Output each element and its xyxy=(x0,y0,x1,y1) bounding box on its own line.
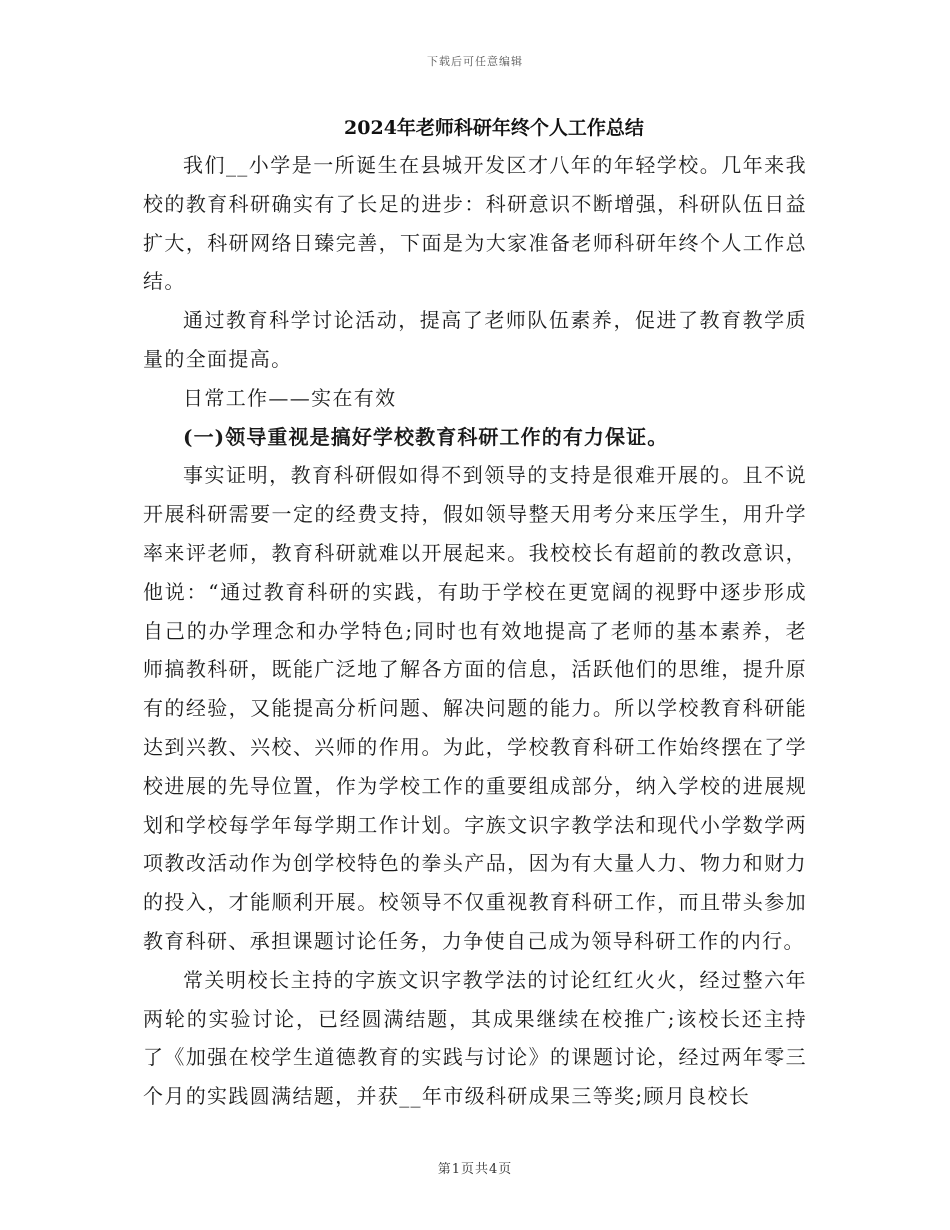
paragraph-intro: 我们__小学是一所诞生在县城开发区才八年的年轻学校。几年来我校的教育科研确实有了长足的进步：科研意识不断增强，科研队伍日益扩大，科研网络日臻完善，下面是为大家准备老师科研年终个人工作总结。 xyxy=(143,153,807,294)
document-body xyxy=(143,146,807,1116)
subsection-heading: (一)领导重视是搞好学校教育科研工作的有力保证。 xyxy=(183,424,669,449)
page-indicator: 第1页共4页 xyxy=(437,1162,513,1177)
paragraph-body: 事实证明，教育科研假如得不到领导的支持是很难开展的。且不说开展科研需要一定的经费支持，假如领导整天用考分来压学生，用升学率来评老师，教育科研就难以开展起来。我校校长有超前的教改意识，他说：“通过教育科研的实践，有助于学校在更宽阔的视野中逐步形成自己的办学理念和办学特色;同时也有效地提高了老师的基本素养，老师搞教科研，既能广泛地了解各方面的信息，活跃他们的思维，提升原有的经验，又能提高分析问题、解决问题的能力。所以学校教育科研能达到兴教、兴校、兴师的作用。为此，学校教育科研工作始终摆在了学校进展的先导位置，作为学校工作的重要组成部分，纳入学校的进展规划和学校每学年每学期工作计划。字族文识字教学法和现代小学数学两项教改活动作为创学校特色的拳头产品，因为有大量人力、物力和财力的投入，才能顺利开展。校领导不仅重视教育科研工作，而且带头参加教育科研、承担课题讨论任务，力争使自己成为领导科研工作的内行。 xyxy=(143,463,807,953)
paragraph-body: 常关明校长主持的字族文识字教学法的讨论红红火火，经过整六年两轮的实验讨论，已经圆满结题，其成果继续在校推广;该校长还主持了《加强在校学生道德教育的实践与讨论》的课题讨论，经过两年零三个月的实践圆满结题，并获__年市级科研成果三等奖;顾月良校长 xyxy=(143,967,807,1109)
header-note: 下载后可任意编辑 xyxy=(427,55,523,68)
document-title: 2024年老师科研年终个人工作总结 xyxy=(344,117,644,139)
paragraph-summary: 通过教育科学讨论活动，提高了老师队伍素养，促进了教育教学质量的全面提高。 xyxy=(143,308,807,371)
section-heading: 日常工作——实在有效 xyxy=(183,385,397,410)
